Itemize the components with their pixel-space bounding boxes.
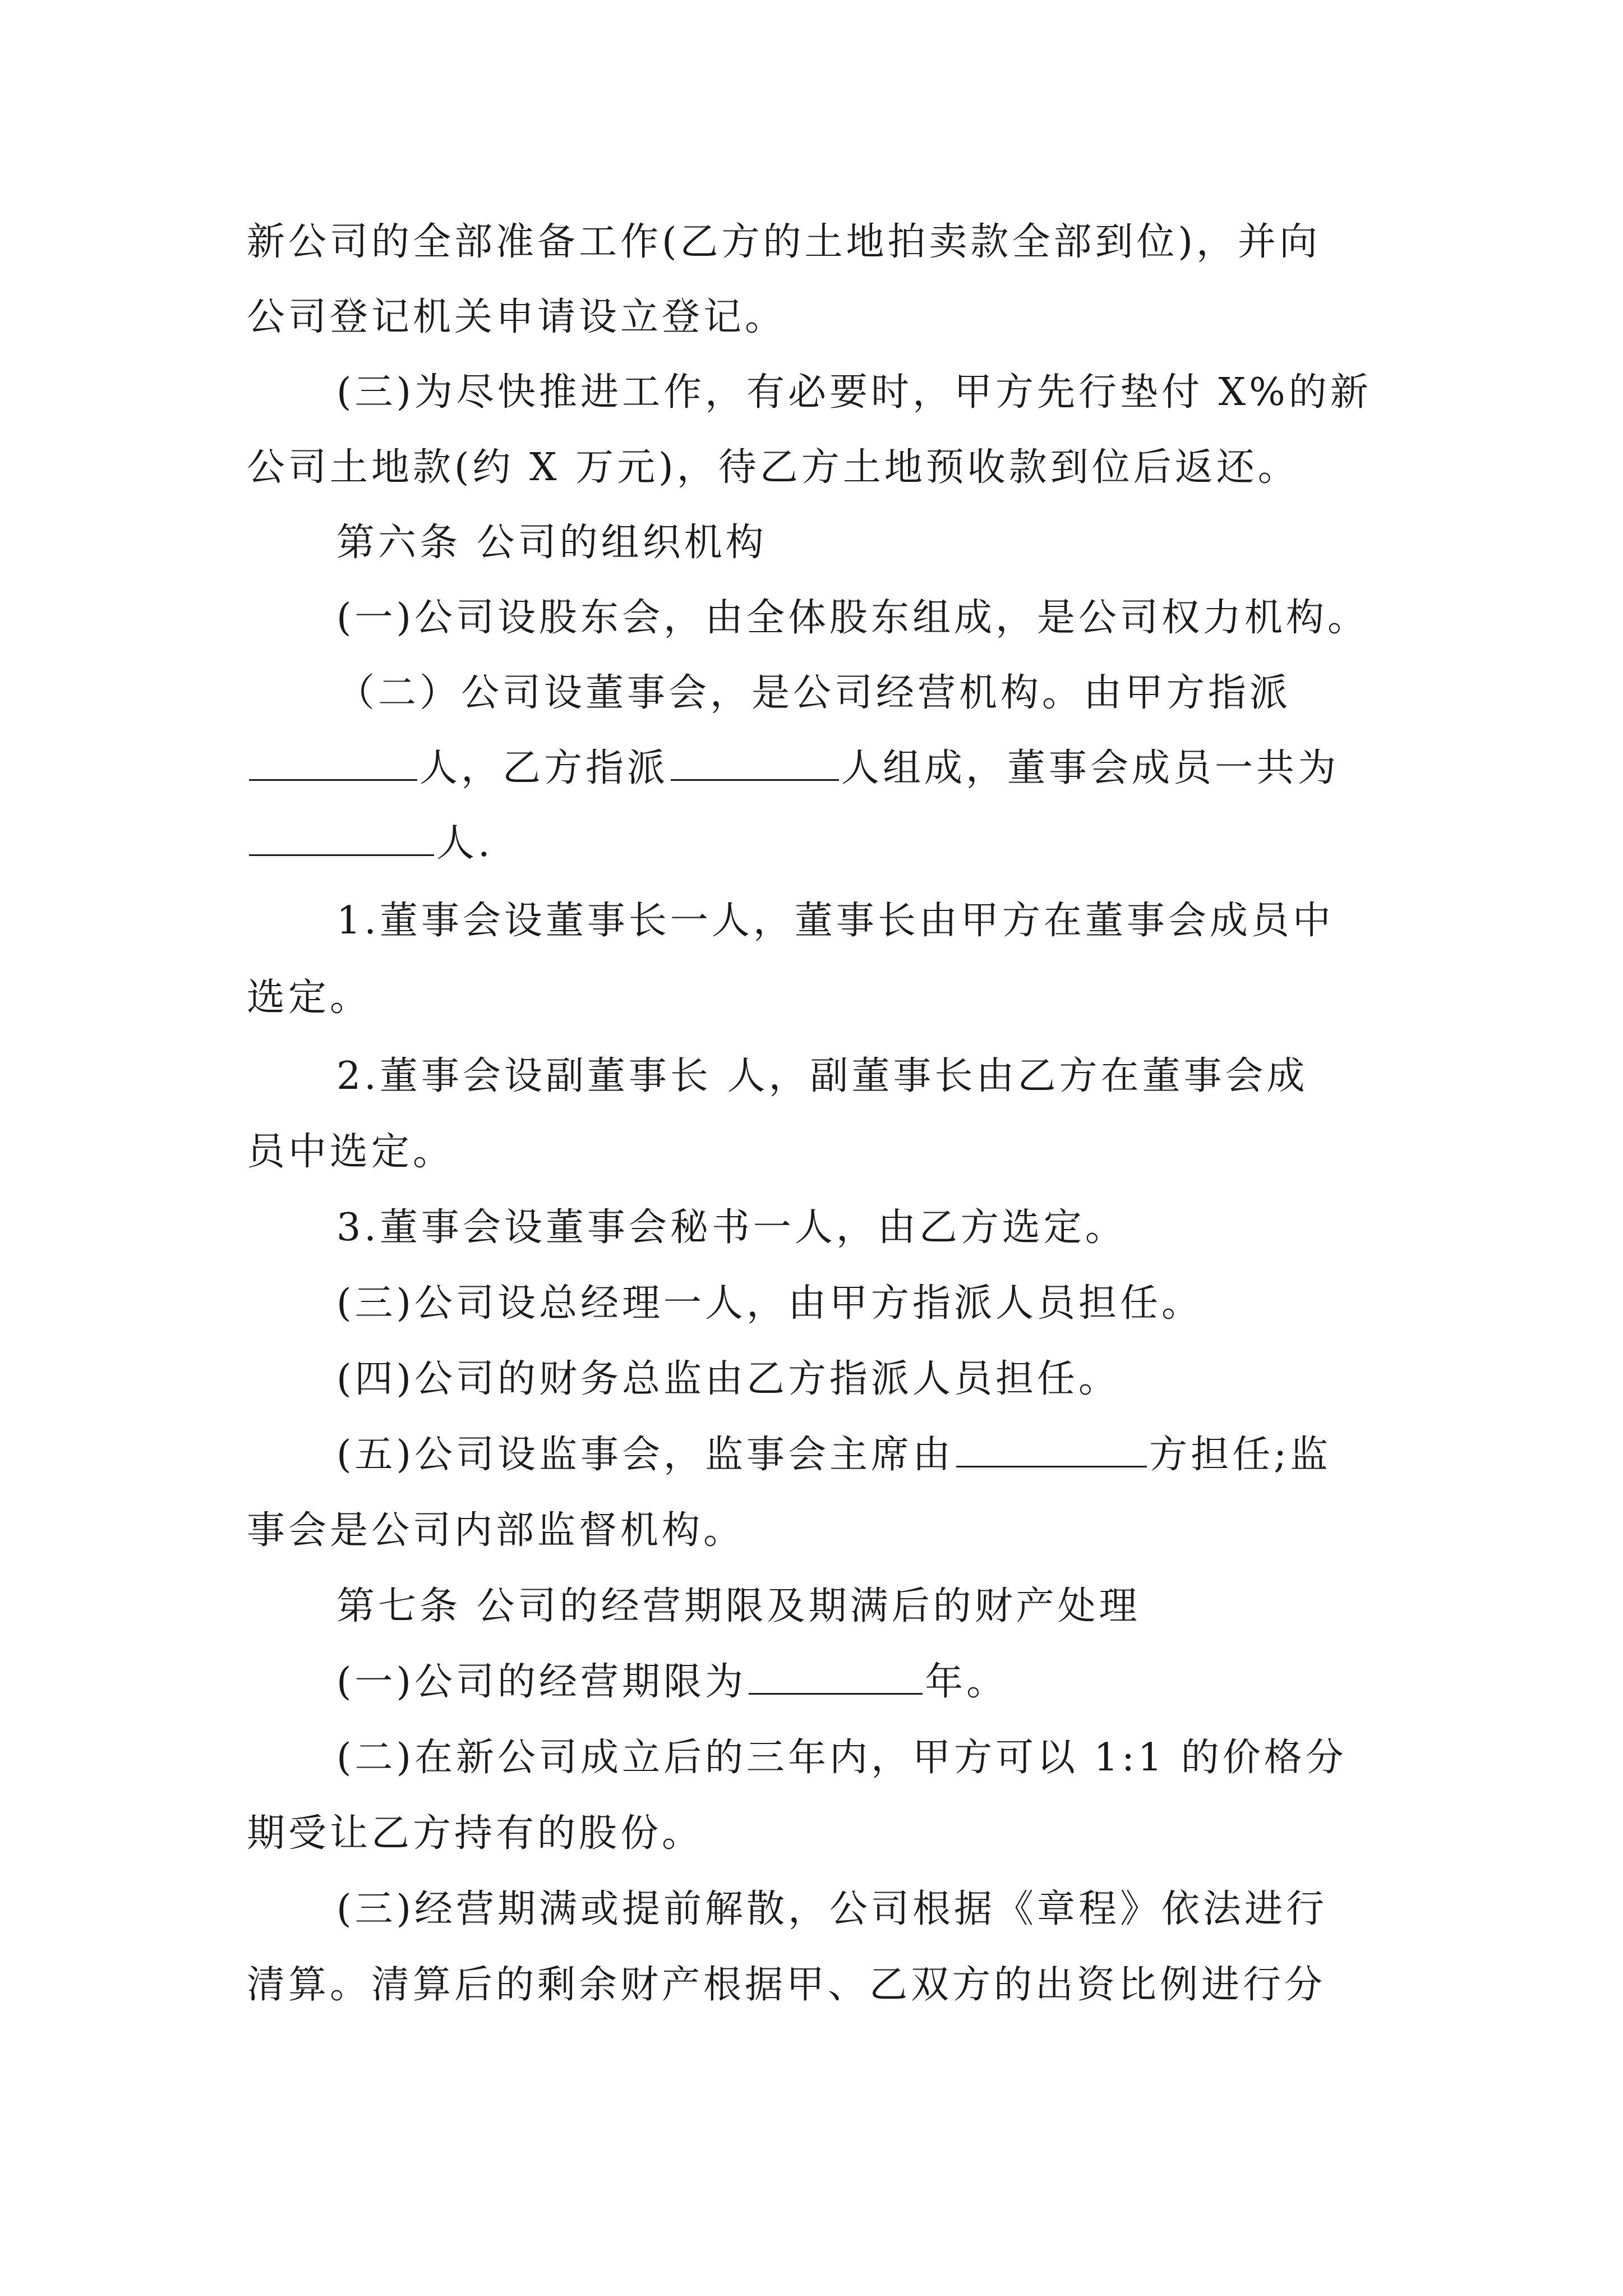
text-span: 人组成，董事会成员一共为 <box>841 746 1340 790</box>
text-line <box>247 821 494 866</box>
fill-blank <box>749 1693 923 1695</box>
fill-blank <box>671 779 839 781</box>
text-span: 人. <box>436 821 494 866</box>
text-line: 1.董事会设董事长一人，董事长由甲方在董事会成员中 <box>336 899 1334 943</box>
text-line: (二)在新公司成立后的三年内，甲方可以 1:1 的价格分 <box>336 1736 1347 1780</box>
text-line: (四)公司的财务总监由乙方指派人员担任。 <box>336 1357 1121 1401</box>
text-line: (三)为尽快推进工作，有必要时，甲方先行垫付 X%的新 <box>336 370 1372 415</box>
text-line: (一)公司设股东会，由全体股东组成，是公司权力机构。 <box>336 596 1370 640</box>
article-heading: 第七条 公司的经营期限及期满后的财产处理 <box>336 1584 1141 1628</box>
text-line <box>336 1433 1331 1477</box>
text-line: 2.董事会设副董事长 人，副董事长由乙方在董事会成 <box>336 1054 1308 1098</box>
text-span: (五)公司设监事会，监事会主席由 <box>336 1433 955 1477</box>
text-line: （二）公司设董事会，是公司经营机构。由甲方指派 <box>336 671 1292 715</box>
text-line: 公司登记机关申请设立登记。 <box>247 295 787 339</box>
text-line <box>336 1660 1008 1704</box>
text-line: (三)公司设总经理一人，由甲方指派人员担任。 <box>336 1281 1204 1326</box>
text-line: 公司土地款(约 X 万元)，待乙方土地预收款到位后返还。 <box>247 445 1299 490</box>
text-line: (三)经营期满或提前解散，公司根据《章程》依法进行 <box>336 1887 1328 1931</box>
text-line <box>247 746 1340 790</box>
fill-blank <box>249 779 417 781</box>
text-span: (一)公司的经营期限为 <box>336 1660 747 1704</box>
fill-blank <box>249 854 434 856</box>
fill-blank <box>956 1466 1147 1467</box>
text-line: 新公司的全部准备工作(乙方的土地拍卖款全部到位)，并向 <box>247 220 1321 264</box>
text-span: 年。 <box>925 1660 1008 1704</box>
text-line: 事会是公司内部监督机构。 <box>247 1508 745 1553</box>
article-heading: 第六条 公司的组织机构 <box>336 521 767 565</box>
text-line: 清算。清算后的剩余财产根据甲、乙双方的出资比例进行分 <box>247 1963 1326 2007</box>
text-span: 方担任;监 <box>1149 1433 1331 1477</box>
text-line: 3.董事会设董事会秘书一人，由乙方选定。 <box>336 1205 1127 1250</box>
text-line: 期受让乙方持有的股份。 <box>247 1811 704 1856</box>
text-span: 人，乙方指派 <box>419 746 669 790</box>
text-line: 员中选定。 <box>247 1130 455 1174</box>
text-line: 选定。 <box>247 976 372 1020</box>
